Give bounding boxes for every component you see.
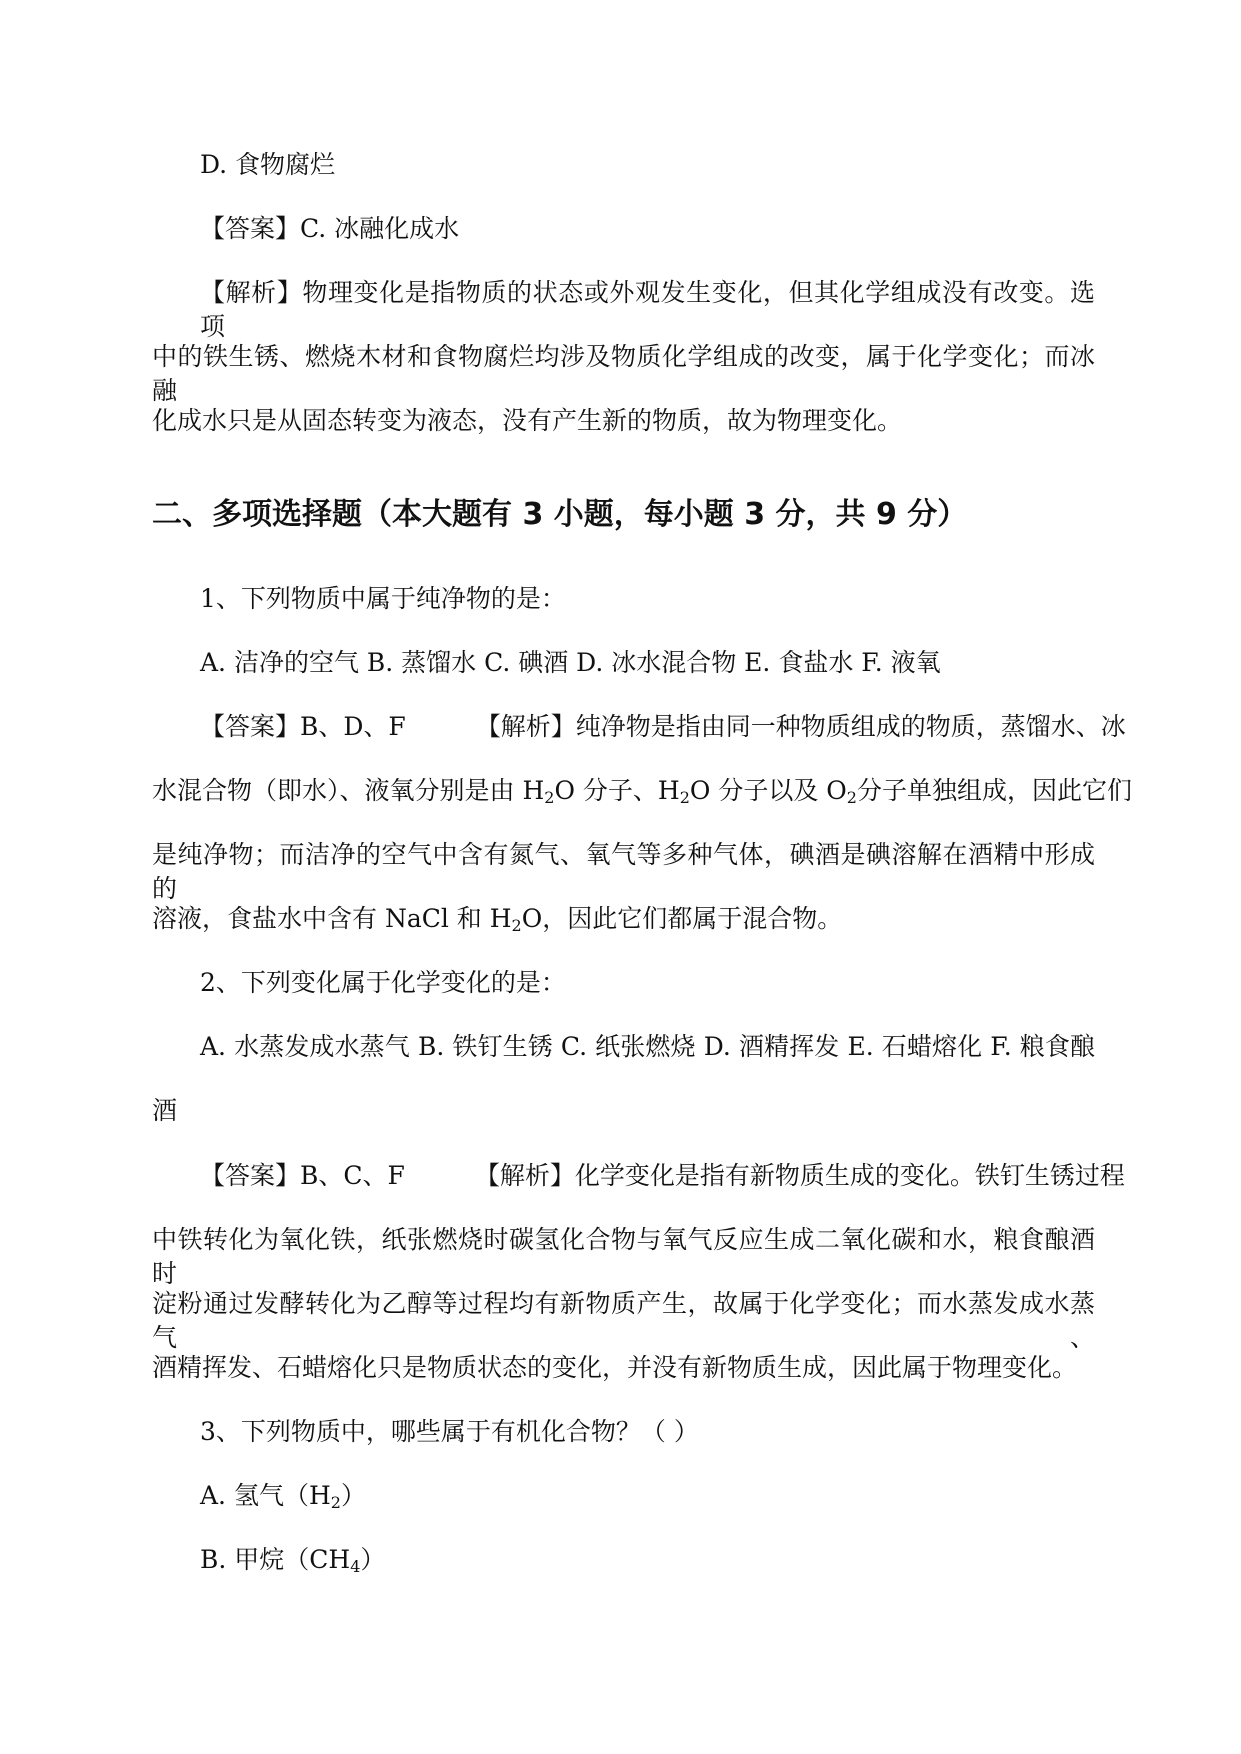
q3-stem: 3、下列物质中，哪些属于有机化合物？（ ） bbox=[200, 1417, 699, 1446]
q2-options-line-1: A. 水蒸发成水蒸气 B. 铁钉生锈 C. 纸张燃烧 D. 酒精挥发 E. 石蜡熔化 F. 粮食酿 bbox=[200, 1032, 1095, 1061]
section-heading: 二、多项选择题（本大题有 3 小题，每小题 3 分，共 9 分） bbox=[152, 497, 968, 532]
q1-answer: 【答案】B、D、F bbox=[200, 712, 406, 741]
q1-analysis-start: 【解析】纯净物是指由同一种物质组成的物质，蒸馏水、冰 bbox=[475, 712, 1126, 741]
q1-stem: 1、下列物质中属于纯净物的是： bbox=[200, 584, 566, 613]
q2-answer: 【答案】B、C、F bbox=[200, 1161, 405, 1190]
q1-answer-line bbox=[200, 710, 1126, 744]
q2-analysis-line-2: 中铁转化为氧化铁，纸张燃烧时碳氢化合物与氧气反应生成二氧化碳和水，粮食酿酒时 bbox=[152, 1225, 1095, 1288]
answer-1: 【答案】C. 冰融化成水 bbox=[200, 214, 460, 243]
q2-answer-line bbox=[200, 1159, 1125, 1193]
q1-options: A. 洁净的空气 B. 蒸馏水 C. 碘酒 D. 冰水混合物 E. 食盐水 F. 液氧 bbox=[200, 648, 941, 677]
analysis-line-3: 化成水只是从固态转变为液态，没有产生新的物质，故为物理变化。 bbox=[152, 406, 903, 435]
q2-analysis-line-3: 淀粉通过发酵转化为乙醇等过程均有新物质产生，故属于化学变化；而水蒸发成水蒸气、 bbox=[152, 1289, 1095, 1352]
q3-option-b: B. 甲烷$(CH_4)$ bbox=[200, 1545, 386, 1576]
q1-analysis-line-3: 是纯净物；而洁净的空气中含有氮气、氧气等多种气体，碘酒是碘溶解在酒精中形成的 bbox=[152, 840, 1095, 903]
analysis-line-1: 【解析】物理变化是指物质的状态或外观发生变化，但其化学组成没有改变。选项 bbox=[200, 278, 1095, 341]
option-d: D. 食物腐烂 bbox=[200, 150, 336, 179]
q2-analysis-start: 【解析】化学变化是指有新物质生成的变化。铁钉生锈过程 bbox=[474, 1161, 1125, 1190]
q2-analysis-line-4: 酒精挥发、石蜡熔化只是物质状态的变化，并没有新物质生成，因此属于物理变化。 bbox=[152, 1353, 1078, 1382]
q1-analysis-line-2: 水混合物（即水）、液氧分别是由 $H_2O$ 分子、$H_2O$ 分子以及 $O_2$分子单独组成，因此它们 bbox=[152, 776, 1132, 807]
q3-option-a: A. 氢气$(H_2)$ bbox=[200, 1481, 366, 1512]
q2-stem: 2、下列变化属于化学变化的是： bbox=[200, 968, 566, 997]
q2-options-line-2: 酒 bbox=[152, 1096, 178, 1125]
q1-analysis-line-4: 溶液，食盐水中含有 NaCl 和 $H_2O$，因此它们都属于混合物。 bbox=[152, 904, 843, 935]
analysis-line-2: 中的铁生锈、燃烧木材和食物腐烂均涉及物质化学组成的改变，属于化学变化；而冰融 bbox=[152, 342, 1095, 405]
